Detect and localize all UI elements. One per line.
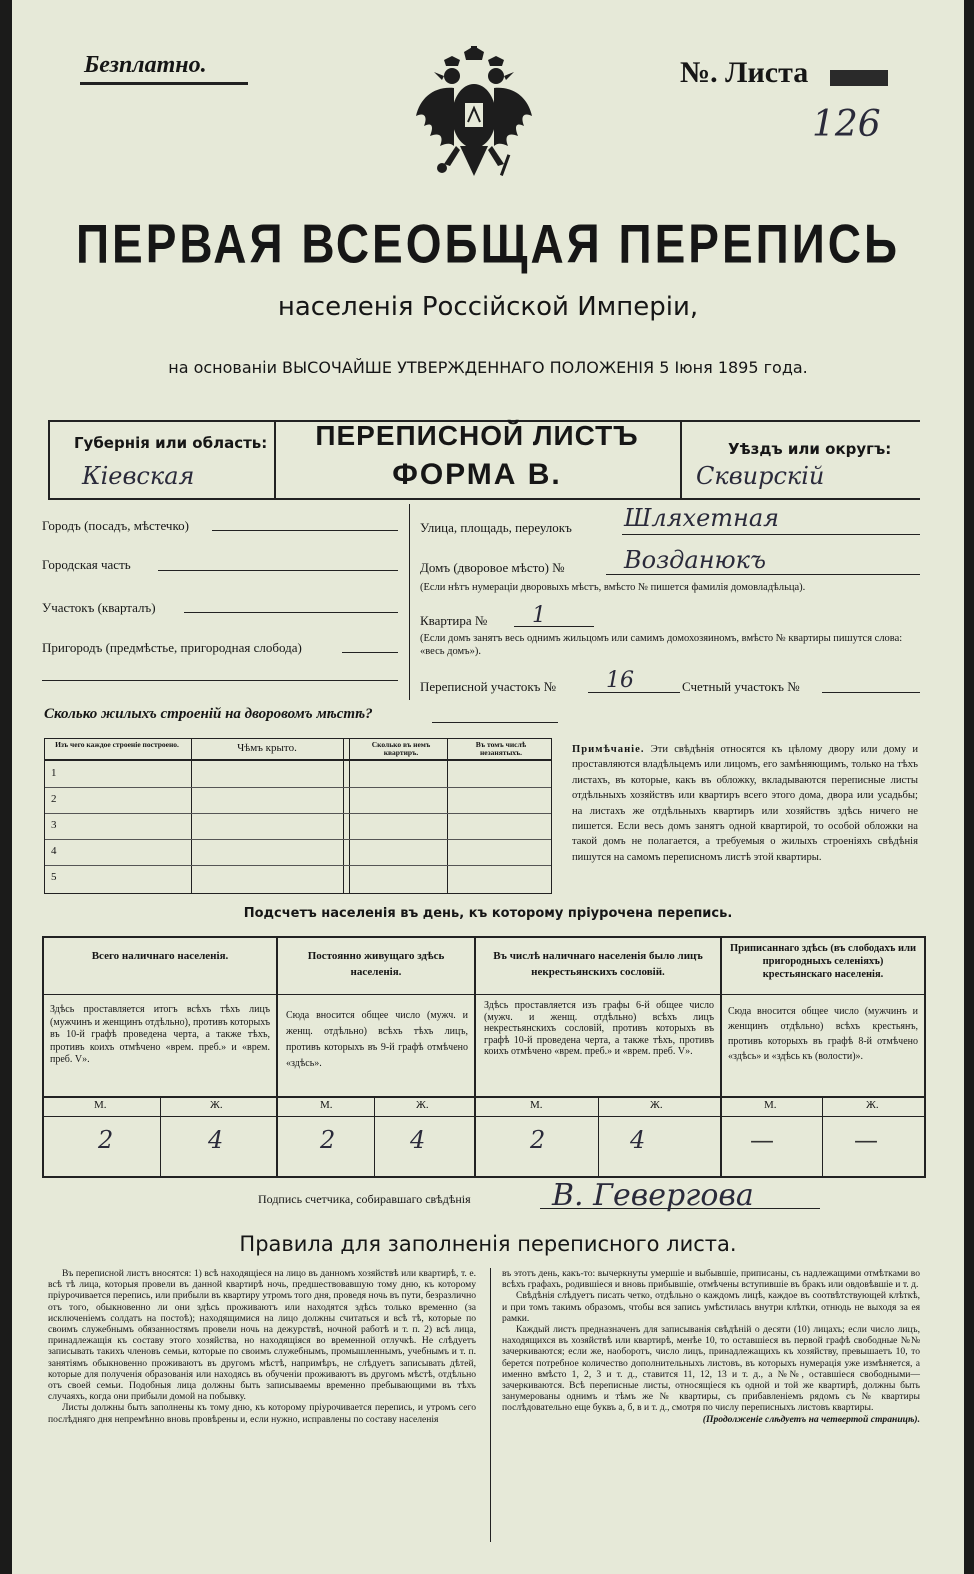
count-col4-f-value: — <box>854 1126 878 1154</box>
census-sheet <box>12 0 964 1574</box>
buildings-row-4: 4 <box>51 845 57 857</box>
apartment-value: 1 <box>532 603 546 628</box>
buildings-row-3: 3 <box>51 819 57 831</box>
buildings-col-roof: Чѣмъ крыто. <box>237 742 297 754</box>
note-heading: Примѣчаніе. <box>572 744 645 755</box>
count-col3-desc: Здѣсь проставляется изъ графы 6-й общее число (мужч. и женщ. отдѣльно) всѣхъ лицъ некрестьянскихъ сословій, противъ которыхъ въ графѣ 10-й проведена черта, а также тѣхъ, противъ коихъ отмѣчено «врем. преб.» и «врем. преб. V». <box>484 1000 714 1057</box>
street-label: Улица, площадь, переулокъ <box>420 520 572 535</box>
province-value: Кіевская <box>82 462 195 490</box>
free-underline <box>80 82 248 85</box>
count-col2-m-label: М. <box>320 1099 333 1111</box>
count-col4-title: Приписаннаго здѣсь (въ слободахъ или пригородныхъ селеніяхъ) крестьянскаго населенія. <box>729 943 917 980</box>
house-line <box>606 574 920 575</box>
form-letter: ФОРМА В. <box>392 458 562 491</box>
apartment-note: (Если домъ занятъ весь однимъ жильцомъ или самимъ домохозяиномъ, вмѣсто № квартиры пишутся слова: «весь домъ»). <box>420 633 903 657</box>
province-label: Губернія или область: <box>74 434 268 452</box>
count-col1-m-value: 2 <box>98 1126 114 1154</box>
count-col3-title: Въ числѣ наличнаго населенія было лицъ некрестьянскихъ сословій. <box>493 950 703 978</box>
sheet-number-label: №. Листа <box>680 56 809 89</box>
sheet-number-strike <box>830 70 888 86</box>
count-mf-1 <box>160 1096 161 1176</box>
count-col1-title: Всего наличнаго населенія. <box>91 950 229 962</box>
count-mf-2 <box>374 1096 375 1176</box>
suburb-label: Пригородъ (предмѣстье, пригородная слобода) <box>42 640 302 655</box>
apartment-label: Квартира № <box>420 613 488 628</box>
basis-line: на основаніи ВЫСОЧАЙШЕ УТВЕРЖДЕННАГО ПОЛОЖЕНІЯ 5 Іюня 1895 года. <box>168 358 808 377</box>
rules-right-column <box>502 1268 920 1425</box>
count-col2-f-label: Ж. <box>416 1099 429 1111</box>
count-col3-f-label: Ж. <box>650 1099 663 1111</box>
header-left-edge <box>48 420 50 500</box>
city-part-line <box>158 570 398 571</box>
header-bottom-rule <box>48 498 920 500</box>
buildings-rule-3 <box>45 839 551 840</box>
free-label: Безплатно. <box>84 52 207 78</box>
signature-label: Подпись счетчика, собиравшаго свѣдѣнія <box>258 1192 471 1206</box>
buildings-question: Сколько жилыхъ строеній на дворовомъ мѣстѣ? <box>44 706 373 722</box>
count-table <box>42 936 926 1178</box>
double-headed-eagle-icon <box>414 46 534 194</box>
city-label: Городъ (посадъ, мѣстечко) <box>42 518 189 533</box>
count-col4-f-label: Ж. <box>866 1099 879 1111</box>
buildings-col-material: Изъ чего каждое строеніе построено. <box>55 740 179 749</box>
rules-left-para-1: Въ переписной листъ вносятся: 1) всѣ находящіеся на лицо въ данномъ хозяйствѣ или квартирѣ, т. е. всѣ тѣ лица, которыя провели въ данной квартирѣ ночь, предшествовавшую тому дню, къ которому пріурочивается перепись, или прибыли въ квартиру утромъ того дня, проведя ночь въ пути, безразлично отъ того, обыкновенно ли они здѣсь проживаютъ или находятся здѣсь только временно (за исключеніемъ солдатъ на постоѣ); находящимися на лицо должны считаться и всѣ тѣ, которые по своимъ служебнымъ обязанностямъ провели ночь на дежурствѣ, ночной работѣ и т. п. 2) всѣ лица, принадлежащія къ составу этого хозяйства, но находящіяся во временной отлучкѣ. Не слѣдуетъ записывать такихъ членовъ семьи, которые по своимъ служебнымъ, промышленнымъ, учебнымъ и т. п. занятіямъ обыкновенно проживаютъ въ другомъ мѣстѣ, напримѣръ, не слѣдуетъ записывать дѣтей, которые для полученія образованія или находясь въ обученіи проживаютъ въ другомъ мѣстѣ, отдѣльно отъ своей семьи. Подобныя лица должны быть записываемы временно пребывающими въ тѣхъ случаяхъ, когда они прибыли домой на побывку. <box>48 1268 476 1403</box>
suburb-line-2 <box>42 680 398 681</box>
form-title: ПЕРЕПИСНОЙ ЛИСТЪ <box>315 420 639 451</box>
census-area-line <box>588 692 680 693</box>
buildings-row-1: 1 <box>51 767 57 779</box>
buildings-vline-3 <box>349 739 350 893</box>
census-area-label: Переписной участокъ № <box>420 679 557 694</box>
count-area-label: Счетный участокъ № <box>682 679 800 694</box>
count-mf-3 <box>598 1096 599 1176</box>
count-col4-desc: Сюда вносится общее число (мужчинъ и женщинъ отдѣльно) всѣхъ крестьянъ, противъ которыхъ въ графѣ 8-й отмѣчено «здѣсь» и «здѣсь къ (волости)». <box>728 1006 918 1062</box>
precinct-label: Участокъ (кварталъ) <box>42 600 156 615</box>
rules-left-para-2: Листы должны быть заполнены къ тому дню, къ которому пріурочивается перепись, и утромъ сего послѣдняго дня непремѣнно вновь провѣрены и, если нужно, исправлены по составу населенія <box>48 1402 476 1425</box>
buildings-vline-2 <box>343 739 344 893</box>
count-mf-4 <box>822 1096 823 1176</box>
count-col2-title: Постоянно живущаго здѣсь населенія. <box>307 950 445 978</box>
note-text: Эти свѣдѣнія относятся къ цѣлому двору или дому и проставляются владѣльцемъ или лицомъ, его замѣняющимъ, только на тѣхъ листахъ, въ которые, какъ въ обложку, вкладываются переписные листы отдѣльныхъ хозяйствъ или квартиръ всего этого дома, двора или усадьбы; на листахъ же отдѣльныхъ квартиръ или хозяйствъ здѣсь ничего не пишется. Если весь домъ занятъ одной квартирой, то особой обложки на такой домъ не полагается, а требуемыя о жилыхъ строеніяхъ свѣдѣнія пишутся на самомъ переписномъ листѣ этой квартиры. <box>572 744 918 863</box>
buildings-row-2: 2 <box>51 793 57 805</box>
rules-continued: (Продолженіе слѣдуетъ на четвертой страницѣ). <box>702 1413 920 1425</box>
district-label: Уѣздъ или округъ: <box>728 440 892 458</box>
note-block <box>572 742 918 865</box>
buildings-vline-1 <box>191 739 192 893</box>
count-col2-m-value: 2 <box>320 1126 336 1154</box>
count-hline-3 <box>44 1116 924 1117</box>
count-col4-m-value: — <box>750 1126 774 1154</box>
count-col4-m-label: М. <box>764 1099 777 1111</box>
street-value: Шляхетная <box>624 504 780 532</box>
count-col1-f-value: 4 <box>208 1126 224 1154</box>
address-divider <box>409 504 410 700</box>
page-title: ПЕРВАЯ ВСЕОБЩАЯ ПЕРЕПИСЬ <box>75 213 901 275</box>
count-hline-1 <box>44 994 924 995</box>
house-value: Возданюкъ <box>624 546 766 574</box>
count-col3-m-label: М. <box>530 1099 543 1111</box>
header-divider-2 <box>680 420 682 500</box>
house-label: Домъ (дворовое мѣсто) № <box>420 560 565 575</box>
district-value: Сквирскій <box>696 462 825 490</box>
count-col1-m-label: М. <box>94 1099 107 1111</box>
rules-right-para-3: Каждый листъ предназначенъ для записыванія свѣдѣній о десяти (10) лицахъ; если число лицъ, находящихся въ хозяйствѣ или квартирѣ, менѣе 10, то оставшіеся въ первой графѣ свободные №№ зачеркиваются; если же, наоборотъ, число лицъ, принадлежащихъ къ хозяйству, превышаетъ 10, то берется потребное количество дополнительныхъ листовъ, въ которыхъ нумерація уже измѣняется, а именно вмѣсто 1, 2, 3 и т. д., ставится 11, 12, 13 и т. д., а №№, оставшіеся свободными—зачеркиваются. Всѣ переписные листы, относящіеся къ одной и той же квартирѣ, должны быть занумерованы однимъ и тѣмъ же № квартиры, съ прибавленіемъ рядомъ съ № квартиры послѣдовательно еще буквъ а, б, в и т. д., смотря по числу переписныхъ листовъ квартиры. <box>502 1324 920 1414</box>
street-line <box>622 534 920 535</box>
count-col1-f-label: Ж. <box>210 1099 223 1111</box>
buildings-rule-1 <box>45 787 551 788</box>
buildings-question-line <box>432 722 558 723</box>
count-hline-2 <box>44 1096 924 1098</box>
rules-right-para-2: Свѣдѣнія слѣдуетъ писать четко, отдѣльно о каждомъ лицѣ, каждое въ соотвѣтствующей клѣткѣ, и при томъ такимъ образомъ, чтобы вся запись умѣстилась внутри клѣтки, отнюдь не выходя за ея рамки. <box>502 1290 920 1324</box>
sheet-number-value: 126 <box>812 104 881 145</box>
page-subtitle: населенія Россійской Имперіи, <box>277 292 699 322</box>
city-part-label: Городская часть <box>42 557 131 572</box>
count-heading: Подсчетъ населенія въ день, къ которому пріурочена перепись. <box>243 906 733 921</box>
suburb-line <box>342 652 398 653</box>
signature-value: В. Гевергова <box>552 1178 754 1213</box>
count-col1-desc: Здѣсь проставляется итогъ всѣхъ тѣхъ лицъ (мужчинъ и женщинъ отдѣльно), противъ которыхъ въ 10-й графѣ проведена черта, а также тѣхъ, противъ коихъ отмѣчено «врем. преб.» и «врем. преб. V». <box>50 1004 270 1065</box>
city-line <box>212 530 398 531</box>
rules-right-para-1: въ этотъ день, какъ-то: вычеркнуты умершіе и выбывшіе, приписаны, съ надлежащими отмѣтками во всѣхъ графахъ, родившіеся и вновь прибывшіе, отмѣчены вступившіе въ бракъ или овдовѣвшіе и т. д. <box>502 1268 920 1291</box>
buildings-rule-2 <box>45 813 551 814</box>
precinct-line <box>184 612 398 613</box>
buildings-vline-4 <box>447 739 448 893</box>
count-col2-desc: Сюда вносится общее число (мужч. и женщ. отдѣльно) всѣхъ тѣхъ лицъ, противъ которыхъ въ 9-й графѣ отмѣчено «здѣсь». <box>286 1010 468 1069</box>
count-area-line <box>822 692 920 693</box>
buildings-col-apartments: Сколько въ немъ квартиръ. <box>371 740 431 757</box>
buildings-rule-4 <box>45 865 551 866</box>
buildings-table <box>44 738 552 894</box>
count-col3-m-value: 2 <box>530 1126 546 1154</box>
count-vline-2 <box>474 938 476 1176</box>
rules-left-column <box>48 1268 476 1425</box>
rules-title: Правила для заполненія переписного листа. <box>239 1232 737 1256</box>
count-vline-3 <box>720 938 722 1176</box>
buildings-col-vacant: Въ томъ числѣ незанятыхъ. <box>475 740 527 757</box>
count-col3-f-value: 4 <box>630 1126 646 1154</box>
house-note: (Если нѣтъ нумераціи дворовыхъ мѣстъ, вмѣсто № пишется фамилія домовладѣльца). <box>420 582 806 593</box>
rules-divider <box>490 1268 491 1542</box>
count-vline-1 <box>276 938 278 1176</box>
apartment-line <box>514 626 594 627</box>
census-area-value: 16 <box>606 668 634 693</box>
buildings-row-5: 5 <box>51 871 57 883</box>
count-col2-f-value: 4 <box>410 1126 426 1154</box>
